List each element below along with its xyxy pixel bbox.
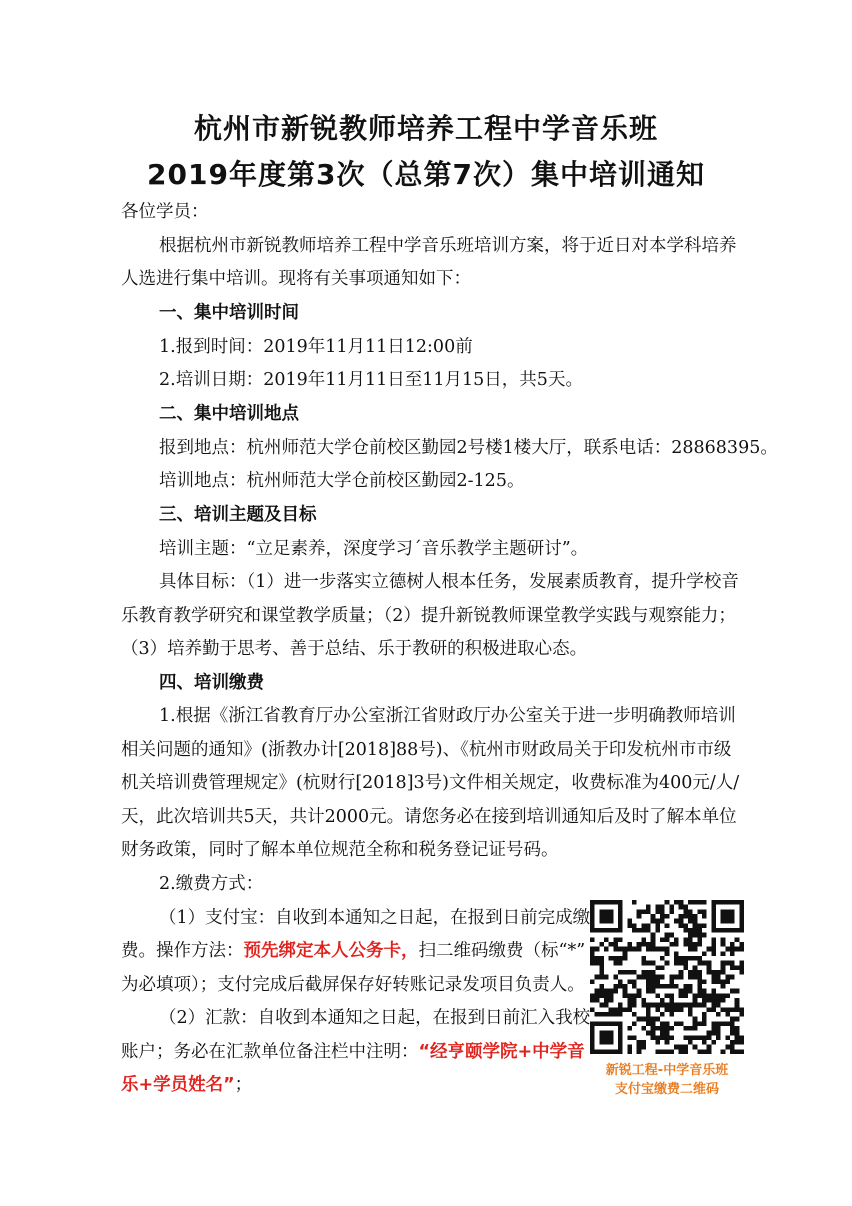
alipay-qr-code bbox=[590, 900, 744, 1054]
remittance-note-part-2: 乐+学员姓名” bbox=[121, 1075, 235, 1095]
section-4-para-1-line-3: 机关培训费管理规定》(杭财行[2018]3号)文件相关规定，收费标准为400元/人/ bbox=[121, 773, 740, 793]
intro-line-2: 人选进行集中培训。现将有关事项通知如下： bbox=[121, 269, 471, 289]
section-4-para-1-line-4: 天，此次培训共5天，共计2000元。请您务必在接到培训通知后及时了解本单位 bbox=[121, 807, 737, 827]
qr-caption-line-1: 新锐工程-中学音乐班 bbox=[605, 1063, 729, 1078]
section-2-item-1: 报到地点：杭州师范大学仓前校区勤园2号楼1楼大厅，联系电话：28868395。 bbox=[159, 438, 778, 458]
section-4-heading: 四、培训缴费 bbox=[159, 673, 264, 693]
remittance-line-2 bbox=[121, 1039, 585, 1065]
section-3-goal-line-3: （3）培养勤于思考、善于总结、乐于教研的积极进取心态。 bbox=[121, 639, 588, 659]
section-4-para-1-line-2: 相关问题的通知》(浙教办计[2018]88号)、《杭州市财政局关于印发杭州市市级 bbox=[121, 740, 732, 760]
section-1-item-1: 1.报到时间：2019年11月11日12:00前 bbox=[159, 337, 473, 357]
greeting: 各位学员： bbox=[121, 202, 209, 222]
section-4-para-1-line-1: 1.根据《浙江省教育厅办公室浙江省财政厅办公室关于进一步明确教师培训 bbox=[159, 706, 736, 726]
payment-method-heading: 2.缴费方式： bbox=[159, 874, 264, 894]
section-3-theme: 培训主题：“立足素养，深度学习´音乐教学主题研讨”。 bbox=[159, 539, 589, 559]
title-line-2: 2019年度第3次（总第7次）集中培训通知 bbox=[147, 158, 705, 191]
alipay-line-3: 为必填项）；支付完成后截屏保存好转账记录发项目负责人。 bbox=[121, 975, 585, 995]
section-3-heading: 三、培训主题及目标 bbox=[159, 505, 317, 525]
section-2-heading: 二、集中培训地点 bbox=[159, 404, 299, 424]
alipay-line-2-start: 费。操作方法： bbox=[121, 941, 244, 961]
alipay-line-1: （1）支付宝：自收到本通知之日起，在报到日前完成缴 bbox=[159, 908, 591, 928]
remittance-line-1: （2）汇款：自收到本通知之日起，在报到日前汇入我校 bbox=[159, 1008, 591, 1028]
section-3-goal-line-1: 具体目标：（1）进一步落实立德树人根本任务，发展素质教育，提升学校音 bbox=[159, 572, 739, 592]
remittance-note-part-1: “经亨颐学院+中学音 bbox=[418, 1042, 585, 1062]
intro-line-1: 根据杭州市新锐教师培养工程中学音乐班培训方案，将于近日对本学科培养 bbox=[159, 236, 737, 256]
alipay-line-2-end: 扫二维码缴费（标“*” bbox=[418, 941, 586, 961]
section-3-goal-line-2: 乐教育教学研究和课堂教学质量；（2）提升新锐教师课堂教学实践与观察能力； bbox=[121, 606, 736, 626]
remittance-line-3 bbox=[121, 1072, 252, 1098]
remittance-line-2-start: 账户；务必在汇款单位备注栏中注明： bbox=[121, 1042, 419, 1062]
title-line-1: 杭州市新锐教师培养工程中学音乐班 bbox=[193, 112, 658, 145]
section-2-item-2: 培训地点：杭州师范大学仓前校区勤园2-125。 bbox=[159, 471, 525, 491]
section-1-heading: 一、集中培训时间 bbox=[159, 303, 299, 323]
section-1-item-2: 2.培训日期：2019年11月11日至11月15日，共5天。 bbox=[159, 370, 583, 390]
remittance-line-3-end: ； bbox=[234, 1075, 253, 1095]
alipay-highlight: 预先绑定本人公务卡， bbox=[243, 941, 419, 961]
qr-caption-line-2: 支付宝缴费二维码 bbox=[614, 1082, 719, 1097]
alipay-line-2 bbox=[121, 938, 585, 964]
section-4-para-1-line-5: 财务政策，同时了解本单位规范全称和税务登记证号码。 bbox=[121, 840, 559, 860]
